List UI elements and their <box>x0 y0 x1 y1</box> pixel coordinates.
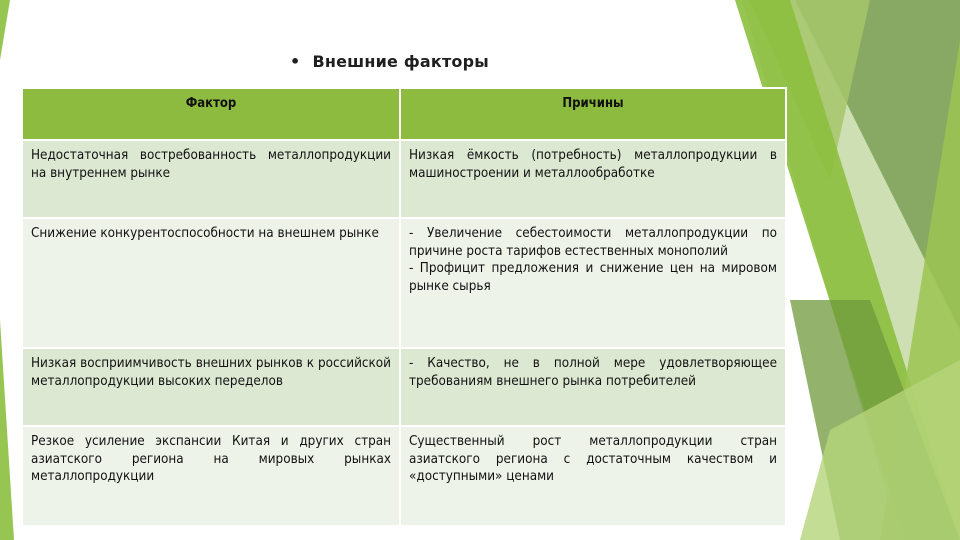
decor-left-bottom <box>0 320 14 540</box>
reason-cell <box>400 426 786 526</box>
header-factor: Фактор <box>22 88 400 140</box>
table-row <box>22 218 786 348</box>
reason-line: - Качество, не в полной мере удовлетворяющее требованиям внешнего рынка потребителей <box>409 356 777 389</box>
decor-left-top <box>0 0 10 60</box>
reason-line: - Профицит предложения и снижение цен на мировом рынке сырья <box>409 261 777 294</box>
title-text: Внешние факторы <box>312 52 489 71</box>
title-bullet: • <box>290 52 301 71</box>
factor-cell: Резкое усиление экспансии Китая и других стран азиатского региона на мировых рынках металлопродукции <box>22 426 400 526</box>
header-reasons: Причины <box>400 88 786 140</box>
reason-cell <box>400 140 786 218</box>
reason-line: Существенный рост металлопродукции стран азиатского региона с достаточным качеством и «доступными» ценами <box>409 434 777 484</box>
table-header-row <box>22 88 786 140</box>
factor-cell: Снижение конкурентоспособности на внешнем рынке <box>22 218 400 348</box>
table-row <box>22 140 786 218</box>
reason-line: Низкая ёмкость (потребность) металлопродукции в машиностроении и металлообработке <box>409 148 777 181</box>
reason-cell <box>400 348 786 426</box>
factor-cell: Низкая восприимчивость внешних рынков к российской металлопродукции высоких переделов <box>22 348 400 426</box>
factor-cell: Недостаточная востребованность металлопродукции на внутреннем рынке <box>22 140 400 218</box>
reason-cell <box>400 218 786 348</box>
reason-line: - Увеличение себестоимости металлопродукции по причине роста тарифов естественных монополий <box>409 226 777 259</box>
table-row <box>22 348 786 426</box>
slide-title <box>290 52 489 71</box>
factors-table <box>21 87 787 527</box>
table-row <box>22 426 786 526</box>
